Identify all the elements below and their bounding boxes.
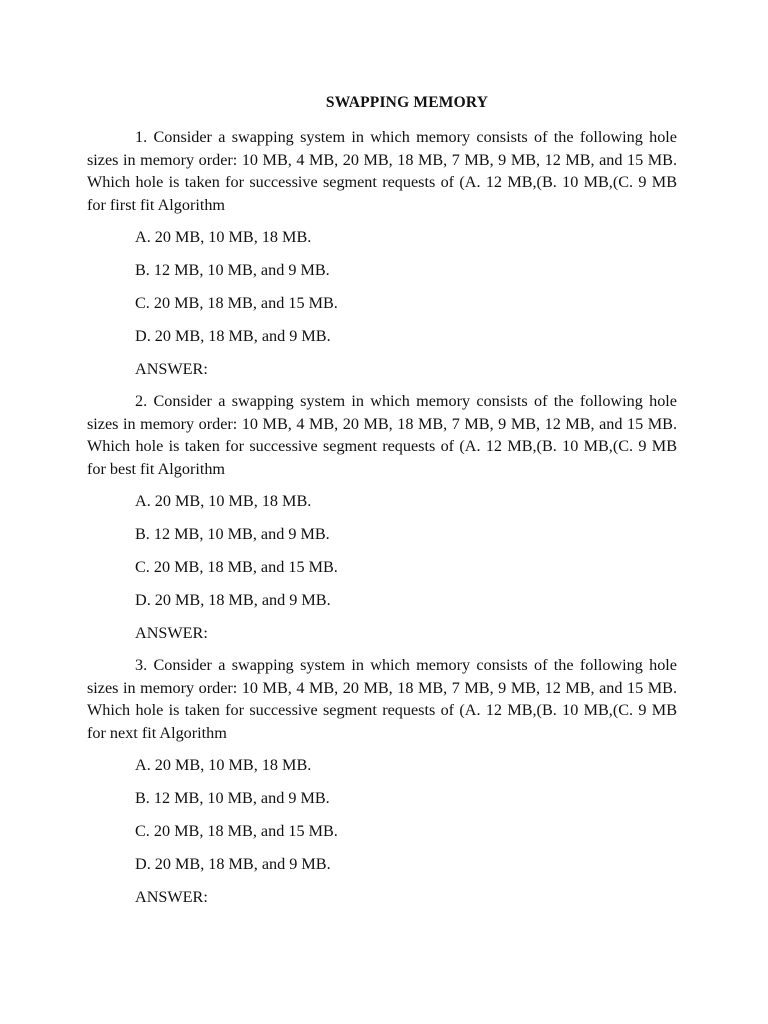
question-2-option-c: C. 20 MB, 18 MB, and 15 MB. bbox=[135, 558, 338, 576]
question-2-answer-label: ANSWER: bbox=[135, 624, 208, 642]
question-2-text: 2. Consider a swapping system in which memory consists of the following hole sizes in memory order: 10 MB, 4 MB, 20 MB, 18 MB, 7 MB, 9 MB, 12 MB, and 15 MB. Which hole is taken for successive segment requests of (A. 12 MB,(B. 10 MB,(C. 9 MB for best fit Algorithm bbox=[87, 392, 677, 478]
question-2-option-a: A. 20 MB, 10 MB, 18 MB. bbox=[135, 492, 312, 510]
question-3-option-a: A. 20 MB, 10 MB, 18 MB. bbox=[135, 756, 312, 774]
question-3-text: 3. Consider a swapping system in which memory consists of the following hole sizes in memory order: 10 MB, 4 MB, 20 MB, 18 MB, 7 MB, 9 MB, 12 MB, and 15 MB. Which hole is taken for successive segment requests of (A. 12 MB,(B. 10 MB,(C. 9 MB for next fit Algorithm bbox=[87, 656, 677, 742]
question-3-option-b: B. 12 MB, 10 MB, and 9 MB. bbox=[135, 789, 330, 807]
question-3-option-d: D. 20 MB, 18 MB, and 9 MB. bbox=[135, 855, 331, 873]
question-1-option-c: C. 20 MB, 18 MB, and 15 MB. bbox=[135, 294, 338, 312]
question-1-option-d: D. 20 MB, 18 MB, and 9 MB. bbox=[135, 327, 331, 345]
question-1-answer-label: ANSWER: bbox=[135, 360, 208, 378]
question-2-option-d: D. 20 MB, 18 MB, and 9 MB. bbox=[135, 591, 331, 609]
question-3-answer-label: ANSWER: bbox=[135, 888, 208, 906]
question-1-option-a: A. 20 MB, 10 MB, 18 MB. bbox=[135, 228, 312, 246]
question-2-option-b: B. 12 MB, 10 MB, and 9 MB. bbox=[135, 525, 330, 543]
question-1-option-b: B. 12 MB, 10 MB, and 9 MB. bbox=[135, 261, 330, 279]
question-3-option-c: C. 20 MB, 18 MB, and 15 MB. bbox=[135, 822, 338, 840]
question-1-text: 1. Consider a swapping system in which memory consists of the following hole sizes in memory order: 10 MB, 4 MB, 20 MB, 18 MB, 7 MB, 9 MB, 12 MB, and 15 MB. Which hole is taken for successive segment requests of (A. 12 MB,(B. 10 MB,(C. 9 MB for first fit Algorithm bbox=[87, 128, 677, 214]
page-title: SWAPPING MEMORY bbox=[325, 94, 489, 111]
